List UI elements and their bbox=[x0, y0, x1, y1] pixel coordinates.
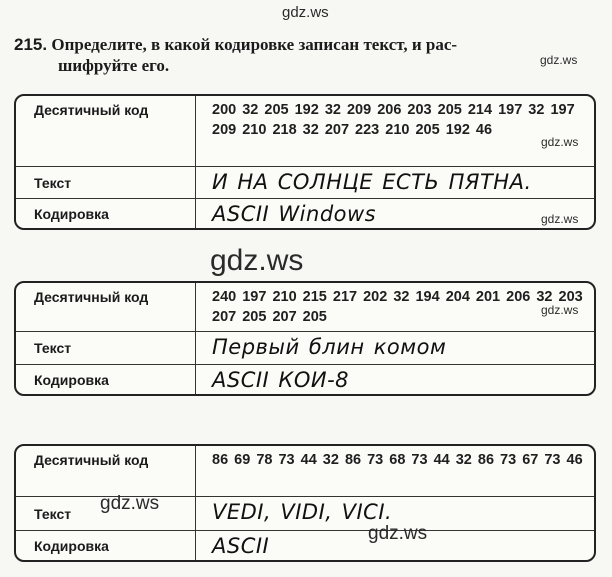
decimal-code-label: Десятичный код bbox=[16, 96, 196, 166]
encoding-table-2 bbox=[14, 281, 596, 396]
decimal-code-value: 240 197 210 215 217 202 32 194 204 201 206 32 203 207 205 207 205 bbox=[212, 289, 583, 325]
decimal-code-label: Десятичный код bbox=[16, 446, 196, 496]
watermark-mid-left: gdz.ws bbox=[100, 493, 160, 514]
watermark-right-3: gdz.ws bbox=[541, 212, 579, 226]
text-label: Текст bbox=[16, 497, 196, 530]
encoding-value: ASCII Windows bbox=[212, 202, 377, 226]
text-value: VEDI, VIDI, VICI. bbox=[212, 500, 393, 524]
encoding-value: ASCII bbox=[212, 534, 270, 558]
decimal-code-row bbox=[16, 96, 594, 166]
encoding-row bbox=[16, 198, 594, 228]
watermark-right-1: gdz.ws bbox=[540, 53, 578, 67]
task-number: 215. bbox=[14, 35, 48, 54]
decimal-code-label: Десятичный код bbox=[16, 283, 196, 331]
encoding-label: Кодировка bbox=[16, 199, 196, 228]
text-label: Текст bbox=[16, 332, 196, 364]
text-value: Первый блин комом bbox=[212, 335, 447, 359]
decimal-code-row bbox=[16, 446, 594, 496]
watermark-big: gdz.ws bbox=[210, 244, 304, 277]
watermark-right-2: gdz.ws bbox=[541, 135, 579, 149]
text-value: И НА СОЛНЦЕ ЕСТЬ ПЯТНА. bbox=[212, 170, 532, 194]
task-statement bbox=[14, 34, 594, 76]
text-row bbox=[16, 331, 594, 364]
task-text-line-1: Определите, в какой кодировке записан текст, и рас- bbox=[51, 35, 458, 54]
encoding-label: Кодировка bbox=[16, 365, 196, 394]
decimal-code-value: 200 32 205 192 32 209 206 203 205 214 197 32 197 209 210 218 32 207 223 210 205 192 46 bbox=[212, 102, 575, 138]
text-row bbox=[16, 166, 594, 198]
decimal-code-value: 86 69 78 73 44 32 86 73 68 73 44 32 86 73 67 73 46 bbox=[212, 452, 583, 468]
watermark-top: gdz.ws bbox=[282, 4, 329, 21]
encoding-row bbox=[16, 530, 594, 560]
encoding-row bbox=[16, 364, 594, 394]
decimal-code-row bbox=[16, 283, 594, 331]
task-text-line-2: шифруйте его. bbox=[58, 56, 170, 75]
text-label: Текст bbox=[16, 167, 196, 198]
encoding-value: ASCII КОИ-8 bbox=[212, 368, 350, 392]
watermark-right-4: gdz.ws bbox=[541, 303, 579, 317]
encoding-label: Кодировка bbox=[16, 531, 196, 560]
encoding-table-1 bbox=[14, 94, 596, 230]
watermark-bottom: gdz.ws bbox=[368, 523, 428, 544]
